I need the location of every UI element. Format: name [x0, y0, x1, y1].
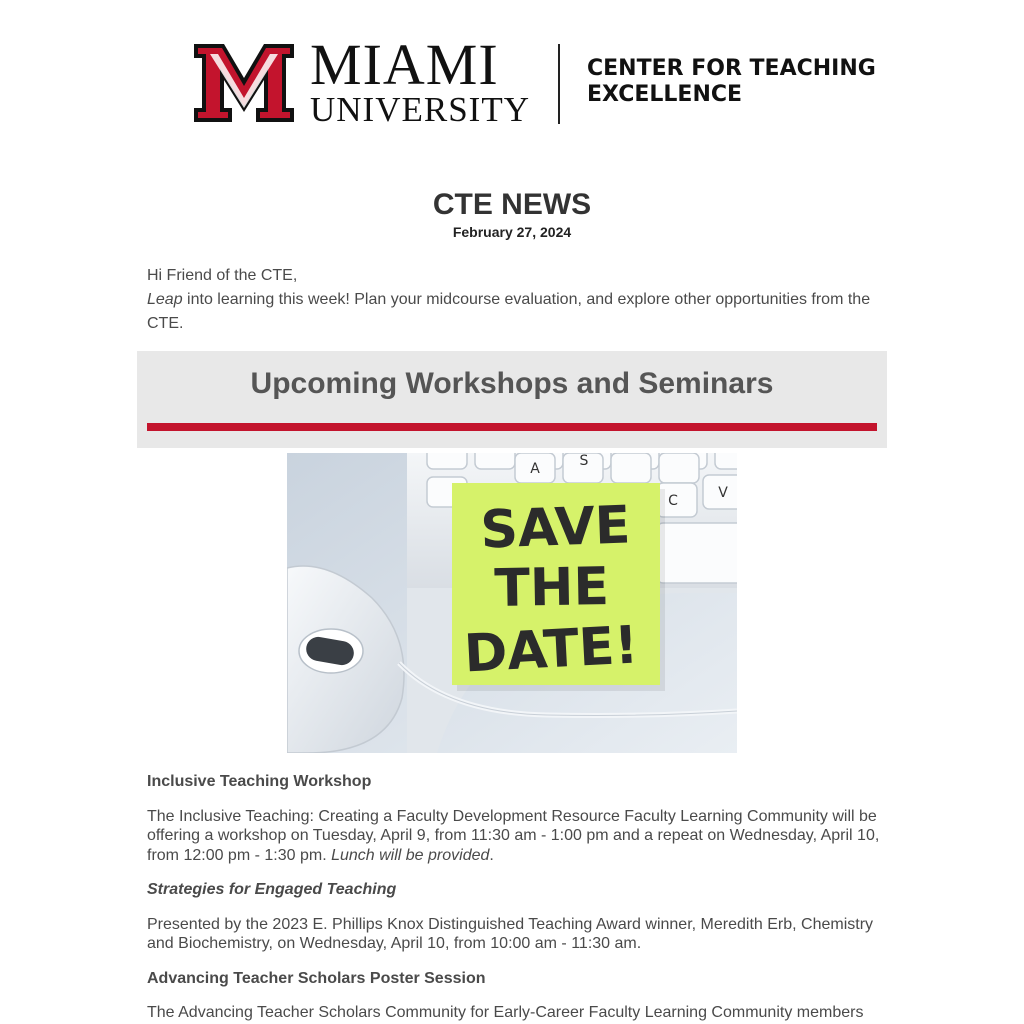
intro-paragraph [147, 288, 877, 336]
note-line-date: DATE! [462, 615, 640, 685]
intro-text [147, 264, 877, 336]
event-description: Presented by the 2023 E. Phillips Knox Distinguished Teaching Award winner, Meredith Erb, Chemistry and Biochemistry, on Wednesday, April 10, from 10:00 am - 11:30 am. [147, 915, 874, 952]
events-list [147, 772, 882, 1024]
key-c: C [668, 493, 678, 509]
event-description [147, 807, 882, 866]
key-a: A [530, 461, 540, 477]
note-line-the: THE [493, 557, 610, 619]
greeting: Hi Friend of the CTE, [147, 267, 298, 284]
newsletter-date: February 27, 2024 [452, 224, 572, 240]
event-title: Advancing Teacher Scholars Poster Session [147, 969, 486, 987]
section-title: Upcoming Workshops and Seminars [250, 367, 774, 400]
key-s: S [579, 453, 589, 469]
newsletter-title: CTE NEWS [432, 188, 592, 221]
save-the-date-illustration [287, 453, 737, 753]
logo-divider [558, 44, 560, 124]
event-body-end: . [489, 846, 494, 864]
section-rule [147, 423, 877, 431]
sticky-note [452, 483, 665, 691]
event-body-italic: Lunch will be provided [331, 846, 490, 864]
save-the-date-image[interactable] [287, 453, 737, 753]
event-title: Strategies for Engaged Teaching [147, 881, 397, 898]
university-name-line1: MIAMI [310, 32, 499, 97]
miami-m-logo [194, 44, 294, 122]
event-title: Inclusive Teaching Workshop [147, 773, 372, 790]
header [0, 0, 1024, 170]
intro-lead-rest: into learning this week! Plan your midcourse evaluation, and explore other opportunities from the CTE. [147, 291, 871, 332]
center-name-line1: CENTER FOR TEACHING [587, 56, 876, 81]
university-name-line2: UNIVERSITY [310, 90, 530, 129]
center-name-line2: EXCELLENCE [587, 82, 743, 107]
event-body: The Inclusive Teaching: Creating a Faculty Development Resource Faculty Learning Community will be offering a workshop on Tuesday, April 9, from 11:30 am - 1:00 pm and a repeat on Wednesday, April 10, from 12:00 pm - 1:30 pm. [147, 807, 880, 864]
section-banner [137, 351, 887, 448]
note-line-save: SAVE [479, 495, 632, 561]
key-v: V [718, 485, 728, 501]
event-description: The Advancing Teacher Scholars Community for Early-Career Faculty Learning Community members [147, 1004, 864, 1021]
intro-lead-word: Leap [147, 291, 183, 308]
